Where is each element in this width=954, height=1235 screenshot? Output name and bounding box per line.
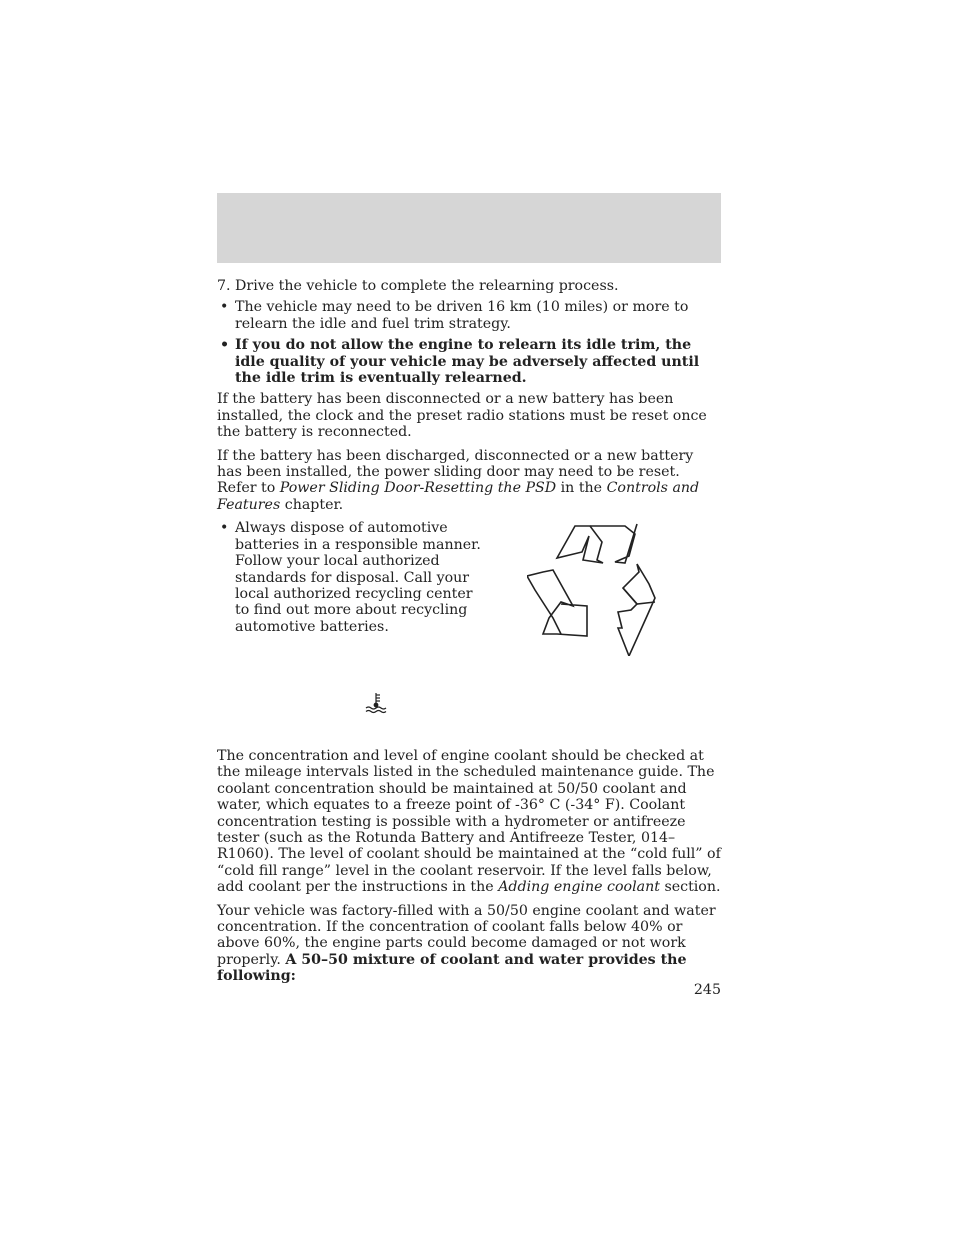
bullet-text: Always dispose of automotive batteries in a responsible manner. Follow your local authorized standards for disposal. Call your local authorized recycling center to find out more about recycling automotive batteries. — [235, 520, 481, 635]
bullet-relearn-distance — [217, 299, 722, 332]
coolant-text-b: section. — [659, 879, 721, 896]
main-content — [217, 278, 722, 670]
coolant-concentration-paragraph — [217, 748, 722, 896]
page-number: 245 — [693, 982, 721, 998]
chapter-reference: Controls and Features — [217, 480, 700, 513]
bullet-dot: • — [220, 337, 230, 354]
bullet-text: If you do not allow the engine to relearn its idle trim, the idle quality of your vehicle may be adversely affected until the idle trim is eventually relearned. — [235, 337, 700, 387]
recycle-section — [217, 520, 722, 670]
factory-fill-paragraph — [217, 903, 722, 985]
battery-reset-paragraph: If the battery has been disconnected or a new battery has been installed, the clock and the preset radio stations must be reset once the battery is reconnected. — [217, 391, 707, 441]
header-band — [217, 193, 721, 263]
bullet-dot: • — [220, 520, 229, 537]
psd-paragraph — [217, 448, 722, 514]
coolant-temperature-icon — [364, 692, 388, 714]
psd-text-a: If the battery has been discharged, disconnected or a new battery has been installed, the power sliding door may need to be reset. Refer to — [217, 447, 694, 497]
bullet-idle-trim-warning — [217, 337, 722, 386]
psd-text-b: in the — [556, 480, 607, 497]
bullet-text: The vehicle may need to be driven 16 km (10 miles) or more to relearn the idle and fuel trim strategy. — [235, 299, 689, 332]
coolant-text-a: The concentration and level of engine coolant should be checked at the mileage intervals listed in the scheduled maintenance guide. The coolant concentration should be maintained at 50/50 coolant and water, which equates to a freeze point of -36° C (-34° F). Coolant concentration testing is possible with a hydrometer or antifreeze tester (such as the Rotunda Battery and Antifreeze Tester, 014–R1060). The level of coolant should be maintained at the “cold full” of “cold fill range” level in the coolant reservoir. If the level falls below, add coolant per the instructions in the — [217, 748, 721, 896]
bullet-dot: • — [220, 299, 229, 316]
factory-text-a: Your vehicle was factory-filled with a 50/50 engine coolant and water concentration. If the concentration of coolant falls below 40% or above 60%, the engine parts could become damaged or not work properly. — [217, 902, 716, 968]
bullet-recycle — [217, 520, 483, 635]
factory-text-bold: A 50–50 mixture of coolant and water provides the following: — [217, 951, 687, 985]
step-7: 7. Drive the vehicle to complete the relearning process. — [217, 278, 619, 294]
recycle-icon — [527, 518, 667, 656]
coolant-section — [217, 748, 722, 992]
psd-text-c: chapter. — [280, 496, 344, 513]
psd-reference-link: Power Sliding Door-Resetting the PSD — [279, 480, 557, 497]
adding-coolant-reference: Adding engine coolant — [498, 879, 660, 896]
